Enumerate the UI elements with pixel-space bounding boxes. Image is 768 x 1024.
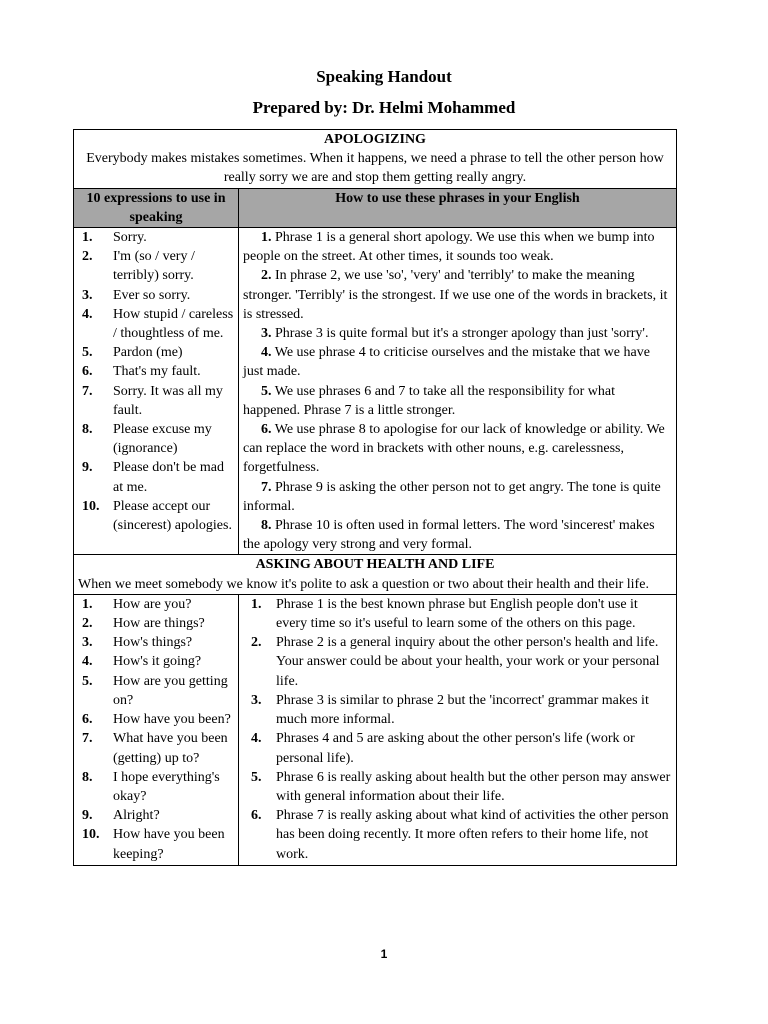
list-item [78, 305, 234, 343]
item-number: 5. [82, 673, 93, 689]
item-number: 1. [82, 230, 93, 246]
apologizing-expressions-cell [74, 228, 239, 555]
page-title: Speaking Handout [316, 67, 452, 86]
explanation-paragraph [243, 266, 672, 324]
explanation-paragraph [243, 324, 672, 343]
apologizing-section-header [74, 130, 677, 189]
item-text: Alright? [113, 808, 160, 824]
health-explanations-list [243, 595, 672, 864]
item-number: 8. [82, 422, 93, 438]
item-text: How's it going? [113, 654, 202, 670]
paragraph-number: 8. [261, 518, 272, 534]
explanation-paragraph [243, 516, 672, 554]
item-text: Sorry. It was all my fault. [113, 383, 223, 418]
item-number: 4. [82, 654, 93, 670]
list-item [243, 633, 672, 691]
apologizing-title: APOLOGIZING [324, 132, 426, 147]
item-text: How stupid / careless / thoughtless of me. [113, 306, 234, 342]
item-number: 7. [82, 731, 93, 747]
item-text: How have you been? [113, 712, 231, 728]
apologizing-explanations-cell [239, 228, 677, 555]
list-item [78, 420, 234, 458]
item-text: Phrase 6 is really asking about health but the other person may answer with general information about their life. [276, 769, 671, 804]
paragraph-number: 6. [261, 422, 272, 438]
list-item [78, 362, 234, 381]
item-text: I hope everything's okay? [113, 769, 220, 804]
explanation-paragraph [243, 343, 672, 381]
apologizing-intro: Everybody makes mistakes sometimes. When it happens, we need a phrase to tell the other person how really sorry we are and stop them getting really angry. [86, 151, 664, 186]
item-number: 4. [251, 731, 262, 747]
handout-table [73, 129, 677, 866]
list-item [243, 691, 672, 729]
paragraph-number: 4. [261, 345, 272, 361]
paragraph-number: 1. [261, 230, 272, 246]
list-item [78, 672, 234, 710]
paragraph-text: Phrase 1 is a general short apology. We use this when we bump into people on the street. At other times, it sounds too weak. [243, 230, 655, 265]
paragraph-text: Phrase 9 is asking the other person not to get angry. The tone is quite informal. [243, 479, 661, 514]
item-number: 2. [82, 616, 93, 632]
item-number: 7. [82, 383, 93, 399]
list-item [78, 497, 234, 535]
item-text: How are you getting on? [113, 673, 228, 708]
item-text: Please excuse my (ignorance) [113, 422, 212, 457]
item-number: 4. [82, 306, 93, 322]
item-number: 2. [82, 249, 93, 265]
item-number: 3. [82, 635, 93, 651]
item-text: Ever so sorry. [113, 287, 191, 303]
item-number: 10. [82, 827, 100, 843]
paragraph-text: Phrase 10 is often used in formal letters. The word 'sincerest' makes the apology very strong and very formal. [243, 518, 655, 553]
item-text: I'm (so / very / terribly) sorry. [113, 249, 195, 284]
health-title: ASKING ABOUT HEALTH AND LIFE [255, 557, 495, 573]
expressions-column-header: 10 expressions to use in speaking [74, 188, 239, 227]
item-text: How's things? [113, 635, 193, 651]
list-item [243, 729, 672, 767]
health-expressions-cell [74, 594, 239, 865]
list-item [78, 343, 234, 362]
list-item [78, 768, 234, 806]
item-number: 9. [82, 808, 93, 824]
list-item [78, 382, 234, 420]
health-explanations-cell [239, 594, 677, 865]
list-item [78, 247, 234, 285]
item-number: 9. [82, 460, 93, 476]
item-text: Phrases 4 and 5 are asking about the other person's life (work or personal life). [276, 731, 635, 766]
page-subtitle: Prepared by: Dr. Helmi Mohammed [252, 98, 516, 117]
paragraph-text: In phrase 2, we use 'so', 'very' and 'terribly' to make the meaning stronger. 'Terribly' is the strongest. If we use one of the words in brackets, it is stressed. [243, 268, 668, 322]
list-item [78, 806, 234, 825]
explanation-paragraph [243, 420, 672, 478]
explanation-paragraph [243, 382, 672, 420]
list-item [78, 458, 234, 496]
item-text: Pardon (me) [113, 345, 183, 361]
item-number: 2. [251, 635, 262, 651]
item-text: Phrase 2 is a general inquiry about the other person's health and life. Your answer could be about your health, your work or your personal life. [276, 635, 660, 689]
explanation-paragraph [243, 228, 672, 266]
item-text: Please don't be mad at me. [113, 460, 224, 495]
item-number: 3. [82, 287, 93, 303]
health-intro: When we meet somebody we know it's polite to ask a question or two about their health and their life. [78, 576, 649, 592]
list-item [78, 228, 234, 247]
item-number: 6. [82, 364, 93, 380]
item-number: 6. [251, 808, 262, 824]
list-item [78, 729, 234, 767]
usage-column-header: How to use these phrases in your English [239, 188, 677, 227]
list-item [78, 614, 234, 633]
list-item [78, 633, 234, 652]
paragraph-text: We use phrases 6 and 7 to take all the responsibility for what happened. Phrase 7 is a little stronger. [243, 383, 615, 418]
paragraph-text: Phrase 3 is quite formal but it's a stronger apology than just 'sorry'. [275, 326, 649, 342]
item-number: 6. [82, 712, 93, 728]
health-section-header [74, 555, 677, 594]
item-number: 8. [82, 769, 93, 785]
item-number: 1. [82, 596, 93, 612]
paragraph-text: We use phrase 8 to apologise for our lack of knowledge or ability. We can replace the word in brackets with other nouns, e.g. carelessness, forgetfulness. [243, 422, 665, 476]
item-number: 5. [82, 345, 93, 361]
item-text: How are things? [113, 616, 205, 632]
list-item [78, 286, 234, 305]
paragraph-number: 5. [261, 383, 272, 399]
apologizing-expressions-list [78, 228, 234, 535]
paragraph-text: We use phrase 4 to criticise ourselves and the mistake that we have just made. [243, 345, 650, 380]
item-number: 5. [251, 769, 262, 785]
item-text: Please accept our (sincerest) apologies. [113, 498, 232, 534]
list-item [243, 806, 672, 864]
list-item [78, 710, 234, 729]
explanation-paragraph [243, 478, 672, 516]
list-item [243, 768, 672, 806]
item-text: Sorry. [113, 230, 147, 246]
item-text: How are you? [113, 596, 192, 612]
item-number: 3. [251, 692, 262, 708]
list-item [78, 595, 234, 614]
list-item [243, 595, 672, 633]
paragraph-number: 2. [261, 268, 272, 284]
item-text: That's my fault. [113, 364, 201, 380]
paragraph-number: 7. [261, 479, 272, 495]
item-text: Phrase 1 is the best known phrase but English people don't use it every time so it's useful to learn some of the others on this page. [276, 596, 638, 632]
list-item [78, 652, 234, 671]
item-number: 10. [82, 498, 100, 514]
health-expressions-list [78, 595, 234, 864]
page-number: 1 [380, 947, 388, 961]
item-text: Phrase 7 is really asking about what kind of activities the other person has been doing recently. It more often refers to their home life, not work. [276, 808, 669, 862]
item-text: What have you been (getting) up to? [113, 731, 228, 766]
list-item [78, 825, 234, 863]
item-number: 1. [251, 596, 262, 612]
paragraph-number: 3. [261, 326, 272, 342]
item-text: How have you been keeping? [113, 827, 225, 862]
item-text: Phrase 3 is similar to phrase 2 but the 'incorrect' grammar makes it much more informal. [276, 692, 649, 728]
